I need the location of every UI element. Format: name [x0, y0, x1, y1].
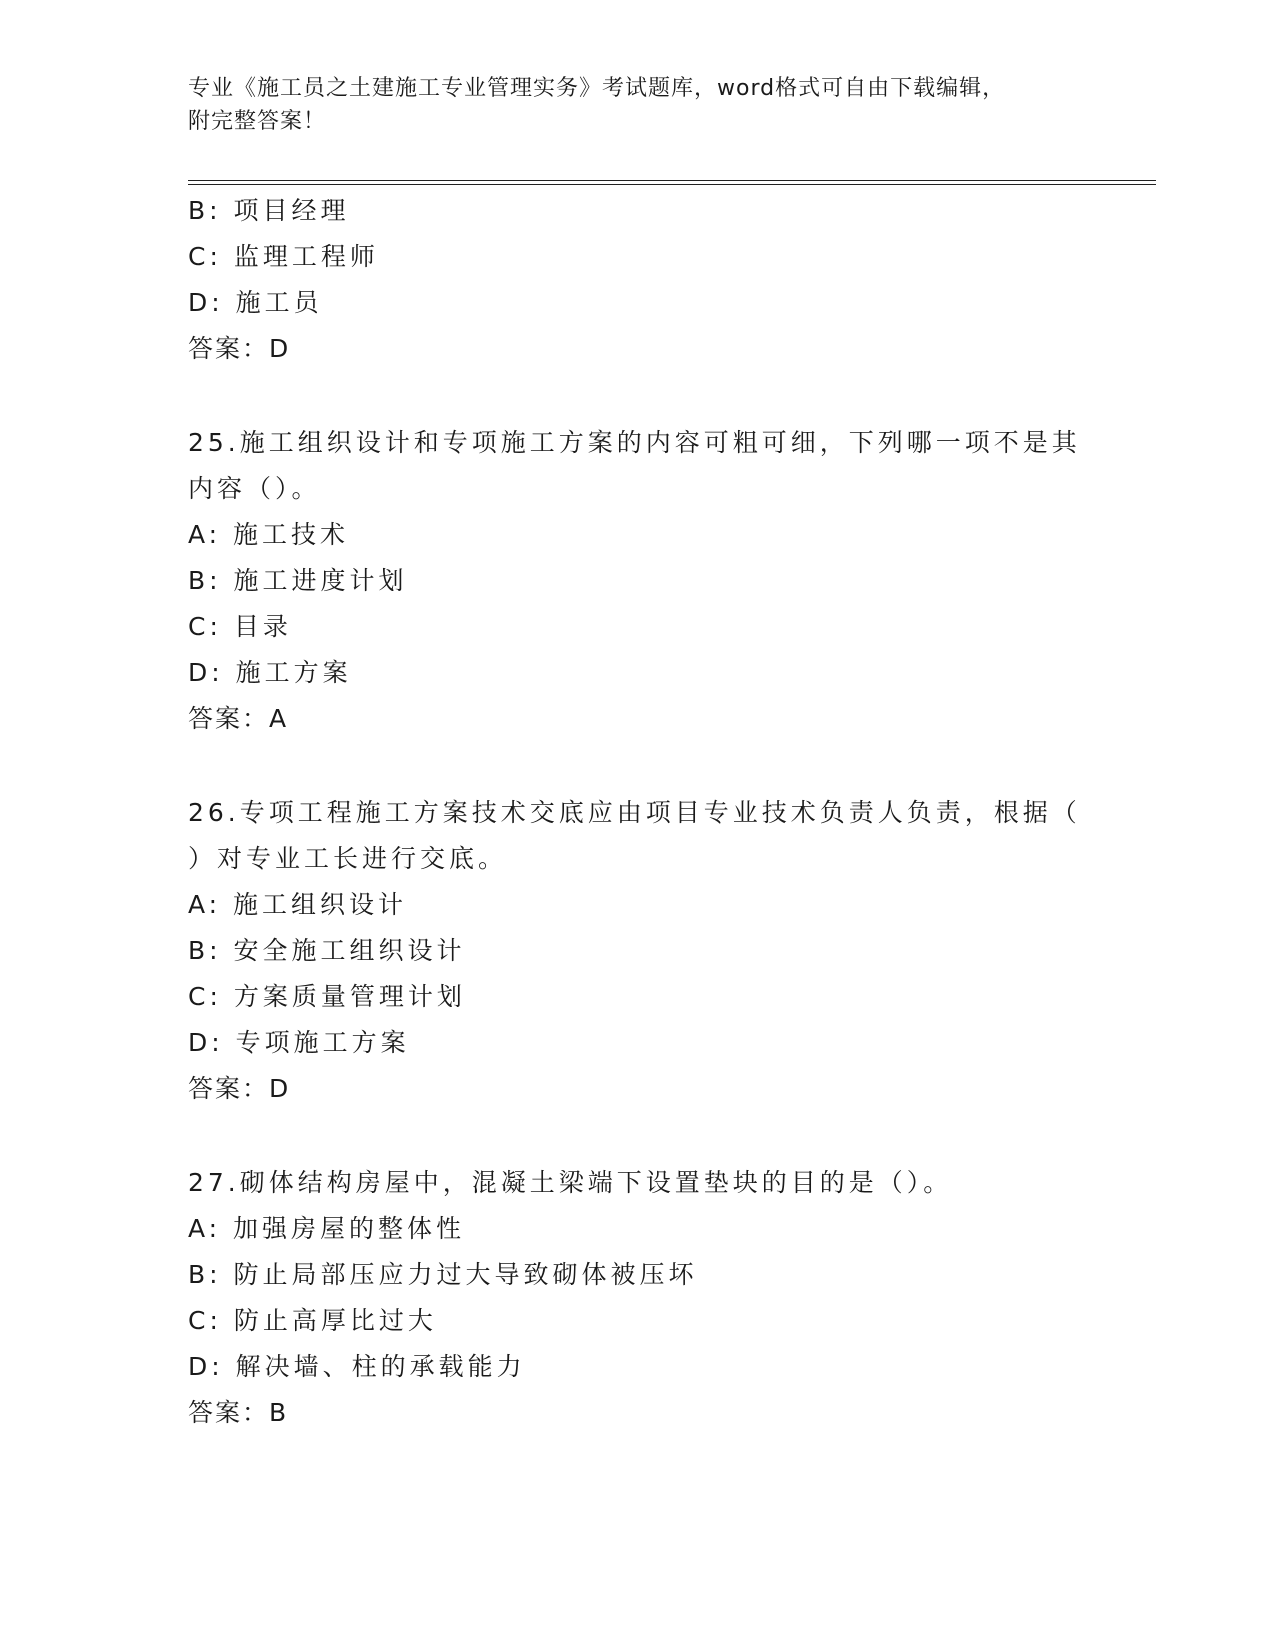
spacer — [188, 1112, 1088, 1160]
option-c: C: 方案质量管理计划 — [188, 982, 466, 1011]
option-d: D: 专项施工方案 — [188, 1028, 410, 1057]
option-a: A: 施工技术 — [188, 520, 350, 549]
answer: 答案：B — [188, 1398, 289, 1427]
option-a: A: 施工组织设计 — [188, 890, 408, 919]
option-b: B: 防止局部压应力过大导致砌体被压坏 — [188, 1260, 698, 1289]
question-text-line-1: 25.施工组织设计和专项施工方案的内容可粗可细，下列哪一项不是其 — [188, 428, 1081, 457]
question-27 — [188, 1160, 1088, 1436]
option-c: C: 防止高厚比过大 — [188, 1306, 437, 1335]
question-text-line-1: 27.砌体结构房屋中，混凝土梁端下设置垫块的目的是（）。 — [188, 1168, 953, 1197]
answer: 答案：A — [188, 704, 289, 733]
option-a: A: 加强房屋的整体性 — [188, 1214, 466, 1243]
answer: 答案：D — [188, 334, 291, 363]
option-b: B: 项目经理 — [188, 196, 350, 225]
header-divider — [188, 180, 1156, 185]
option-b: B: 安全施工组织设计 — [188, 936, 466, 965]
question-24 — [188, 188, 1088, 372]
question-26 — [188, 790, 1088, 1112]
option-d: D: 解决墙、柱的承载能力 — [188, 1352, 526, 1381]
document-header — [188, 72, 1088, 138]
option-d: D: 施工方案 — [188, 658, 352, 687]
option-d: D: 施工员 — [188, 288, 323, 317]
option-c: C: 监理工程师 — [188, 242, 379, 271]
question-text-line-2: ）对专业工长进行交底。 — [188, 844, 508, 873]
spacer — [188, 372, 1088, 420]
option-c: C: 目录 — [188, 612, 292, 641]
question-text-line-2: 内容（）。 — [188, 474, 321, 503]
question-25 — [188, 420, 1088, 742]
header-line-2: 附完整答案！ — [188, 109, 327, 134]
question-list — [188, 188, 1088, 1436]
option-b: B: 施工进度计划 — [188, 566, 408, 595]
question-text-line-1: 26.专项工程施工方案技术交底应由项目专业技术负责人负责，根据（ — [188, 798, 1081, 827]
header-line-1: 专业《施工员之土建施工专业管理实务》考试题库，word格式可自由下载编辑， — [188, 76, 1006, 101]
answer: 答案：D — [188, 1074, 291, 1103]
spacer — [188, 742, 1088, 790]
